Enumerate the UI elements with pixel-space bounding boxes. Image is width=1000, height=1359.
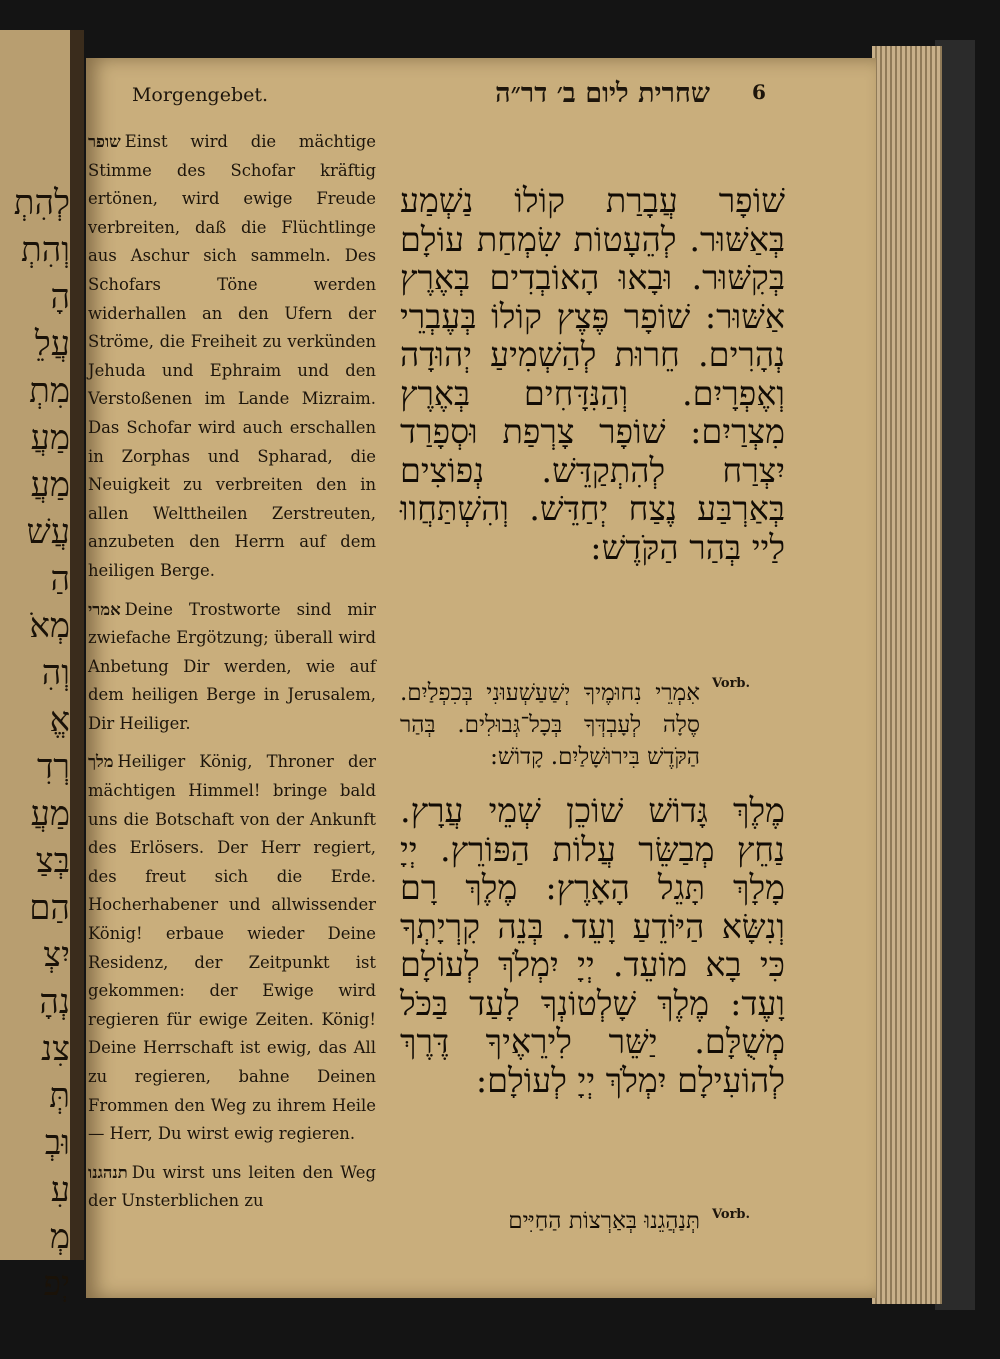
- left-page-fragment: לְהִתְ: [13, 183, 70, 223]
- paragraph-text: Deine Trostworte sind mir zwiefache Ergötzung; überall wird Anbetung Dir werden, wie auf dem heiligen Berge in Jerusalem, Dir Heiliger.: [88, 599, 376, 733]
- left-page-fragment: מַעֲ: [30, 418, 70, 458]
- left-page-fragment: אֱ: [49, 700, 70, 740]
- left-page-fragment: עֲשׁ: [26, 512, 70, 552]
- hebrew-response-block: תְּנַהֲגֵנוּ בְּאַרְצוֹת הַחַיִּים: [508, 1208, 700, 1234]
- left-page-fragment: הַם: [29, 888, 70, 928]
- paragraph-keyword: שופר: [88, 132, 121, 151]
- left-page-fragment: הַ: [50, 559, 70, 599]
- running-header-german: Morgengebet.: [131, 84, 269, 106]
- paragraph-keyword: תנהגנו: [88, 1162, 128, 1182]
- left-page-fragment: וְהִ: [41, 653, 70, 693]
- left-page-fragment: וְהִתְ: [21, 230, 70, 270]
- left-page-fragment: עֲלֵ: [34, 324, 70, 364]
- german-paragraph: [88, 128, 376, 586]
- left-page-fragment: עִ: [50, 1170, 70, 1210]
- paragraph-keyword: אמרי: [88, 599, 121, 619]
- vorbeter-marker: Vorb.: [712, 676, 751, 691]
- left-page: [0, 30, 84, 1304]
- paragraph-keyword: מלך: [88, 752, 114, 772]
- hebrew-liturgy-block: שׁוֹפָר עֲבָרַת קוֹלוֹ נַשְׁמַע בְּאַשּׁוּר. לְהֵעָטוֹת שִׂמְחַת עוֹלָם בְּקִשּׁוּר. וּבָאוּ הָאוֹבְדִים בְּאֶרֶץ אַשּׁוּר: שׁוֹפָר פֶּצֶץ קוֹלוֹ בְּעֶבְרֵי נְהָרִים. חֵרוּת לְהַשְׁמִיעַ יְהוּדָה וְאֶפְרָיִם. וְהַנִּדָּחִים בְּאֶרֶץ מִצְרַיִם: שׁוֹפָר צָרְפַת וּסְפָרַד יִצְרַח לְהִתְקַדֵּשׁ. נְפוֹצִים בְּאַרְבַּע נֶצַח יְחַדֵּשׁ. וְהִשְׁתַּחֲווּ לַיי בְּהַר הַקֹּדֶשׁ:: [400, 181, 785, 567]
- left-page-text: [0, 180, 70, 1308]
- left-page-fragment: רְדִ: [36, 747, 70, 787]
- left-page-fragment: בְּצַ: [35, 841, 70, 881]
- hebrew-response-block: אִמְרֵי נִחוּמֶיךָ יְשַׁעַשְׁעוּנִי בְּכִפְלַיִם. סֶלָה לְעָבְדְּךָ בְּכָל־גְּבוּלִים. בְּהַר הַקֹּדֶשׁ בִּירוּשָׁלַיִם. קָדוֹשׁ:: [400, 680, 700, 770]
- page-edges: [872, 46, 942, 1304]
- left-page-fragment: יְפ: [43, 1264, 70, 1304]
- paragraph-text: Heiliger König, Throner der mächtigen Himmel! bringe bald uns die Botschaft von der Ankunft des Erlösers. Der Herr regiert, des freut sich die Erde. Hocherhabener und allwissender König! erbaue wieder Deine Residenz, der Zeitpunkt ist gekommen: der Ewige wird regieren für ewige Zeiten. König! Deine Herrschaft ist ewig, das All zu regieren, bahne Deinen Frommen den Weg zu ihrem Heile — Herr, Du wirst ewig regieren.: [88, 752, 376, 1144]
- german-translation-column: [88, 128, 376, 1226]
- running-header-hebrew: שחרית ליום ב׳ דר״ה: [495, 78, 710, 109]
- left-page-fragment: צִנ: [41, 1029, 70, 1069]
- page-number: 6: [752, 80, 766, 104]
- german-paragraph: [88, 748, 376, 1148]
- left-page-fragment: יִצְ: [43, 935, 70, 975]
- left-page-fragment: נְהָ: [39, 982, 70, 1022]
- vorbeter-marker: Vorb.: [712, 1207, 751, 1222]
- german-paragraph: [88, 1159, 376, 1216]
- paragraph-text: Einst wird die mächtige Stimme des Schofar kräftig ertönen, wird ewige Freude verbreiten, daß die Flüchtlinge aus Aschur sich sammeln. Des Schofars Töne werden widerhallen an den Ufern der Ströme, die Freiheit zu verkünden Jehuda und Ephraim und den Verstoßenen im Lande Mizraim. Das Schofar wird auch erschallen in Zorphas und Spharad, die Neuigkeit zu verbreiten den in allen Welttheilen Zerstreuten, anzubeten den Herrn auf dem heiligen Berge.: [88, 132, 376, 580]
- german-paragraph: [88, 596, 376, 739]
- left-page-fragment: תְּ: [49, 1076, 70, 1116]
- paragraph-text: Du wirst uns leiten den Weg der Unsterblichen zu: [88, 1162, 376, 1211]
- left-page-fragment: מְ: [49, 1217, 70, 1257]
- left-page-fragment: מַעֲ: [30, 794, 70, 834]
- left-page-fragment: מַעֲ: [30, 465, 70, 505]
- left-page-fragment: מְאֹ: [29, 606, 70, 646]
- left-page-fragment: הָ: [50, 277, 70, 317]
- left-page-fragment: וּבְ: [44, 1123, 70, 1163]
- left-page-fragment: מִתְ: [29, 371, 70, 411]
- hebrew-liturgy-block: מֶלֶךְ גָּדוֹשׁ שׁוֹכֵן שְׁמֵי עֲרָץ. נַחֵץ מְבַשֵּׂר עֲלוֹת הַפּוֹרֵץ. יְיָ מָלָךְ תָּגֵל הָאָרֶץ: מֶלֶךְ רָם וְנִשָּׂא הַיּוֹדֵעַ וָעֵד. בְּנֵה קִרְיָתְךָ כִּי בָא מוֹעֵד. יְיָ יִמְלֹךְ לְעוֹלָם וָעֶד: מֶלֶךְ שָׁלְטוֹנְךָ לָעַד בַּכֹּל מְשֻׁלָּם. יַשֵּׁר לִירֵאֶיךָ דֶּרֶךְ לְהוֹעִילָם יִמְלֹךְ יְיָ לְעוֹלָם:: [400, 791, 785, 1100]
